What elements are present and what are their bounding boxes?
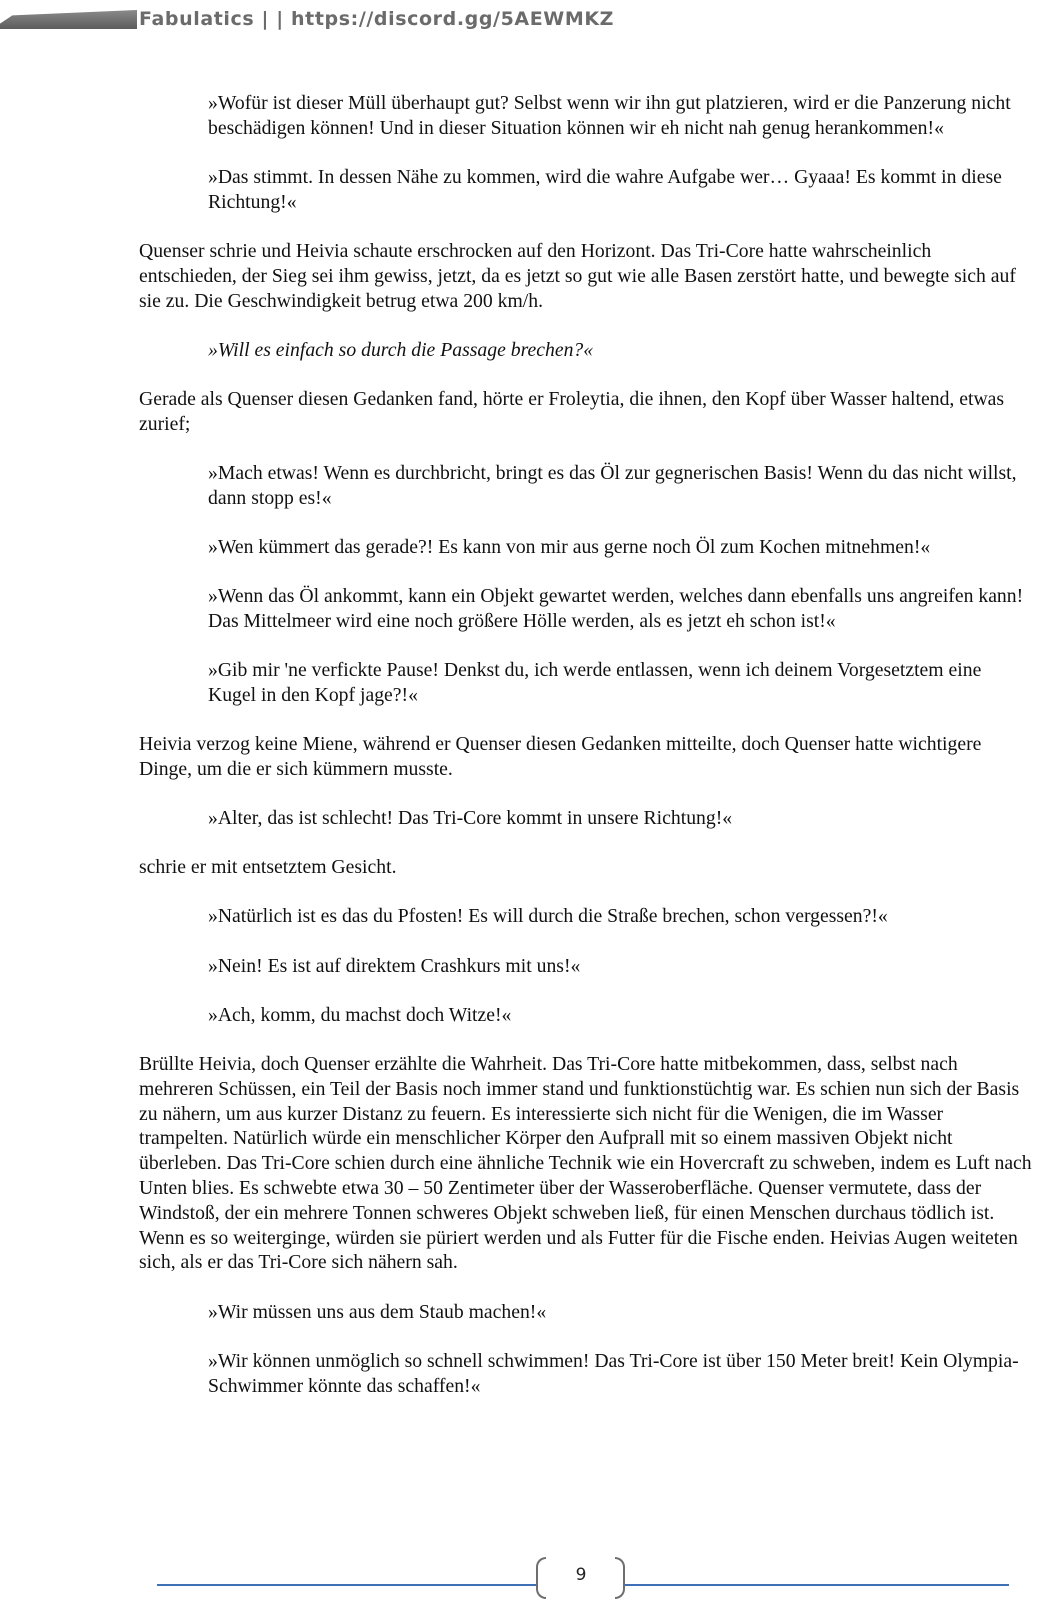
page-number-bracket-left xyxy=(536,1557,546,1599)
dialogue-paragraph: »Natürlich ist es das du Pfosten! Es will durch die Straße brechen, schon vergessen?!« xyxy=(208,905,888,928)
header-text: Fabulatics | | https://discord.gg/5AEWMKZ xyxy=(139,8,615,30)
dialogue-paragraph: »Nein! Es ist auf direktem Crashkurs mit uns!« xyxy=(208,954,581,977)
narration-paragraph: Brüllte Heivia, doch Quenser erzählte die Wahrheit. Das Tri-Core hatte mitbekommen, dass, selbst nach mehreren Schüssen, ein Teil der Basis noch immer stand und funktionstüchtig war. Es schien nun sich der Basis zu nähern, um aus kurzer Distanz zu feuern. Es interessierte sich nicht für die Wenigen, die im Wasser trampelten. Natürlich würde ein menschlicher Körper den Aufprall mit so einem massiven Objekt nicht überleben. Das Tri-Core schien durch eine ähnliche Technik wie ein Hovercraft zu schweben, indem es Luft nach Unten blies. Es schwebte etwa 30 – 50 Zentimeter über der Wasseroberfläche. Quenser vermutete, dass der Windstoß, der ein mehrere Tonnen schweres Objekt schweben ließ, für einen Menschen durchaus tödlich ist. Wenn es so weiterginge, würden sie püriert werden und als Futter für die Fische enden. Heivias Augen weiteten sich, als er das Tri-Core sich nähern sah. xyxy=(139,1052,1032,1274)
dialogue-paragraph: »Wenn das Öl ankommt, kann ein Objekt gewartet werden, welches dann ebenfalls uns angreifen kann! Das Mittelmeer wird eine noch größere Hölle werden, als es jetzt eh schon ist!« xyxy=(208,585,1024,632)
document-body xyxy=(139,91,1033,1423)
narration-paragraph: Gerade als Quenser diesen Gedanken fand, hörte er Froleytia, die ihnen, den Kopf über Wasser haltend, etwas zurief; xyxy=(139,387,1005,435)
footer-rule-left xyxy=(157,1584,537,1586)
dialogue-paragraph: »Ach, komm, du machst doch Witze!« xyxy=(208,1003,512,1026)
footer-rule-right xyxy=(625,1584,1009,1586)
dialogue-paragraph: »Das stimmt. In dessen Nähe zu kommen, wird die wahre Aufgabe wer… Gyaaa! Es kommt in diese Richtung!« xyxy=(208,165,1002,213)
dialogue-paragraph: »Wofür ist dieser Müll überhaupt gut? Selbst wenn wir ihn gut platzieren, wird er die Panzerung nicht beschädigen können! Und in dieser Situation können wir eh nicht nah genug herankommen!« xyxy=(208,92,1011,139)
dialogue-paragraph: »Wir können unmöglich so schnell schwimmen! Das Tri-Core ist über 150 Meter breit! Kein Olympia-Schwimmer könnte das schaffen!« xyxy=(208,1349,1019,1397)
page-footer xyxy=(0,1555,1041,1600)
page-number-bracket-right xyxy=(615,1557,625,1599)
page-number: 9 xyxy=(575,1565,587,1585)
header-decoration-bar xyxy=(0,10,137,29)
dialogue-paragraph: »Wen kümmert das gerade?! Es kann von mir aus gerne noch Öl zum Kochen mitnehmen!« xyxy=(208,535,931,558)
narration-paragraph: schrie er mit entsetztem Gesicht. xyxy=(139,856,397,879)
dialogue-paragraph: »Wir müssen uns aus dem Staub machen!« xyxy=(208,1300,547,1323)
thought-paragraph: »Will es einfach so durch die Passage brechen?« xyxy=(208,338,594,361)
page-header xyxy=(0,0,1041,44)
narration-paragraph: Heivia verzog keine Miene, während er Quenser diesen Gedanken mitteilte, doch Quenser hatte wichtigere Dinge, um die er sich kümmern musste. xyxy=(139,733,982,780)
narration-paragraph: Quenser schrie und Heivia schaute erschrocken auf den Horizont. Das Tri-Core hatte wahrscheinlich entschieden, der Sieg sei ihm gewiss, jetzt, da es jetzt so gut wie alle Basen zerstört hatte, und bewegte sich auf sie zu. Die Geschwindigkeit betrug etwa 200 km/h. xyxy=(139,239,1016,312)
dialogue-paragraph: »Alter, das ist schlecht! Das Tri-Core kommt in unsere Richtung!« xyxy=(208,807,733,830)
dialogue-paragraph: »Gib mir 'ne verfickte Pause! Denkst du, ich werde entlassen, wenn ich deinem Vorgesetztem eine Kugel in den Kopf jage?!« xyxy=(208,659,982,706)
dialogue-paragraph: »Mach etwas! Wenn es durchbricht, bringt es das Öl zur gegnerischen Basis! Wenn du das nicht willst, dann stopp es!« xyxy=(208,461,1017,509)
